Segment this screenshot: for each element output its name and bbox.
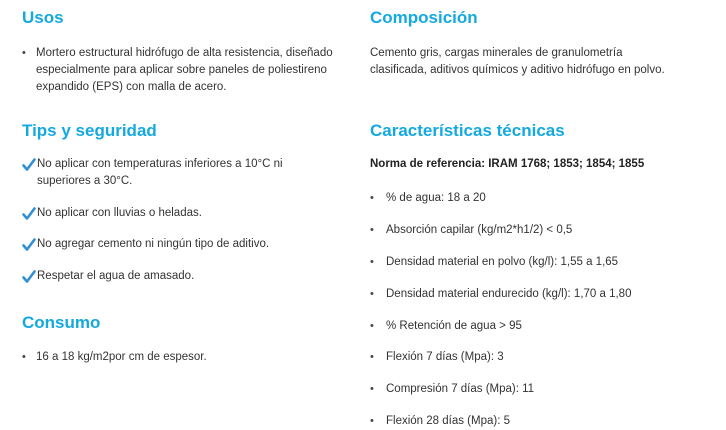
spec-item: • Compresión 7 días (Mpa): 11 <box>370 381 534 398</box>
consumo-heading: Consumo <box>22 313 101 332</box>
checkmark-icon <box>22 207 36 221</box>
spec-item: • Absorción capilar (kg/m2*h1/2) < 0,5 <box>370 222 572 239</box>
bullet-icon: • <box>370 288 374 300</box>
checkmark-icon <box>22 270 36 284</box>
bullet-icon: • <box>22 351 26 363</box>
spec-item: • Flexión 28 días (Mpa): 5 <box>370 413 510 430</box>
tips-heading: Tips y seguridad <box>22 121 157 140</box>
bullet-icon: • <box>370 192 374 204</box>
tip-item: No agregar cemento ni ningún tipo de aditivo. <box>22 236 337 253</box>
spec-item: • Flexión 7 días (Mpa): 3 <box>370 349 504 366</box>
checkmark-icon <box>22 158 36 172</box>
spec-item: • Densidad material endurecido (kg/l): 1,70 a 1,80 <box>370 286 631 303</box>
bullet-icon: • <box>370 224 374 236</box>
caracteristicas-heading: Características técnicas <box>370 121 565 140</box>
tip-item: Respetar el agua de amasado. <box>22 268 337 285</box>
consumo-item: • 16 a 18 kg/m2por cm de espesor. <box>22 349 336 366</box>
spec-item: • Densidad material en polvo (kg/l): 1,55 a 1,65 <box>370 254 618 271</box>
bullet-icon: • <box>370 351 374 363</box>
composicion-heading: Composición <box>370 8 478 27</box>
spec-item: • % de agua: 18 a 20 <box>370 190 486 207</box>
bullet-icon: • <box>370 383 374 395</box>
norma-referencia: Norma de referencia: IRAM 1768; 1853; 1854; 1855 <box>370 158 645 170</box>
usos-item: • Mortero estructural hidrófugo de alta resistencia, diseñado especialmente para aplicar sobre paneles de poliestireno expandido (EPS) con malla de acero. <box>22 47 333 93</box>
bullet-icon: • <box>22 47 26 59</box>
tip-item: No aplicar con lluvias o heladas. <box>22 205 337 222</box>
usos-heading: Usos <box>22 8 64 27</box>
bullet-icon: • <box>370 256 374 268</box>
bullet-icon: • <box>370 320 374 332</box>
tip-item: No aplicar con temperaturas inferiores a 10°C ni superiores a 30°C. <box>22 156 337 190</box>
checkmark-icon <box>22 238 36 252</box>
bullet-icon: • <box>370 415 374 427</box>
composicion-text: Cemento gris, cargas minerales de granulometría clasificada, aditivos químicos y aditivo hidrófugo en polvo. <box>370 47 665 76</box>
spec-item: • % Retención de agua > 95 <box>370 318 522 335</box>
